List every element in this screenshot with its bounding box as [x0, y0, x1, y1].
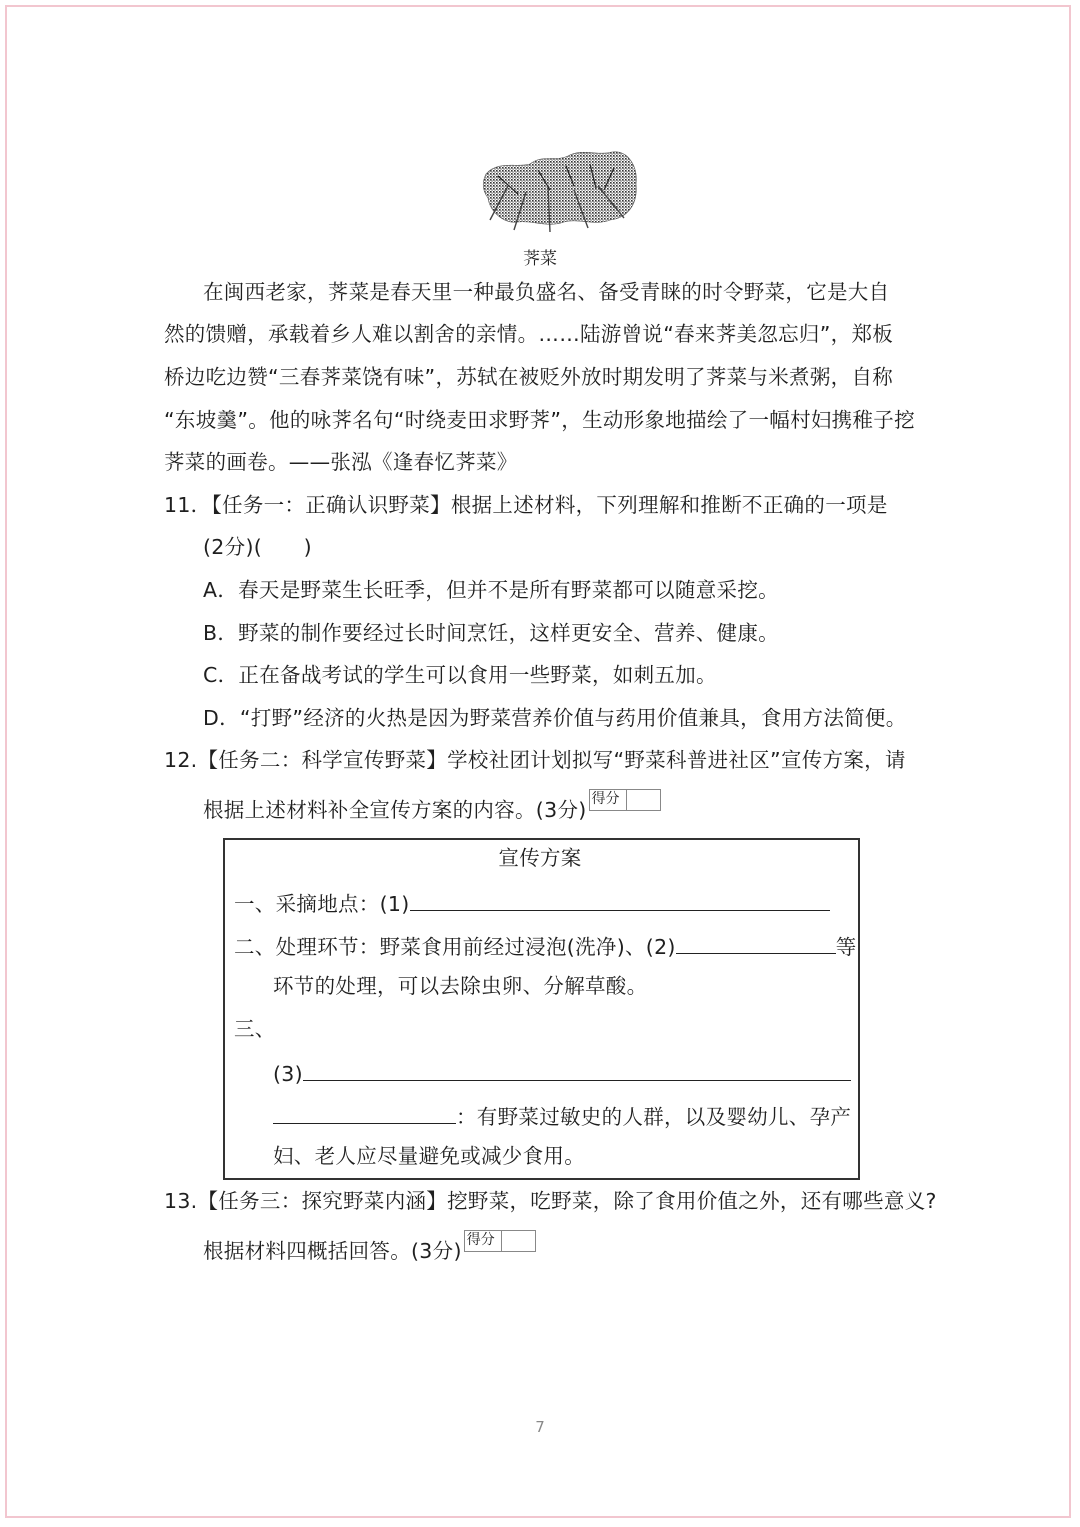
- page-number: 7: [535, 1418, 545, 1436]
- answer-blank-1[interactable]: [410, 886, 830, 911]
- answer-blank-3-continued[interactable]: [273, 1099, 456, 1124]
- plan-item-1-label: 一、采摘地点：(1): [234, 892, 410, 916]
- passage-line: “东坡羹”。他的咏荠名句“时绕麦田求野荠”，生动形象地描绘了一幅村妇携稚子挖: [164, 408, 915, 432]
- plan-item-3-text-line: [273, 1099, 851, 1132]
- illustration-caption: 荠菜: [523, 249, 557, 269]
- question-12-line2: [203, 791, 661, 825]
- score-label: 得分: [466, 1232, 495, 1248]
- plan-item-2: [234, 929, 857, 962]
- question-11-stem: 11．【任务一：正确认识野菜】根据上述材料，下列理解和推断不正确的一项是: [164, 493, 888, 517]
- question-12-stem: 12.【任务二：科学宣传野菜】学校社团计划拟写“野菜科普进社区”宣传方案，请: [164, 748, 906, 772]
- option-a: A．春天是野菜生长旺季，但并不是所有野菜都可以随意采挖。: [203, 578, 779, 602]
- question-13-instruction: 根据材料四概括回答。(3分): [203, 1239, 462, 1263]
- passage-line: 在闽西老家，荠菜是春天里一种最负盛名、备受青睐的时令野菜，它是大自: [203, 280, 890, 304]
- passage-line: 荠菜的画卷。——张泓《逢春忆荠菜》: [164, 450, 518, 474]
- plan-item-3-blank-line: [273, 1056, 851, 1089]
- score-box[interactable]: [589, 789, 661, 811]
- question-13-line2: [203, 1232, 536, 1266]
- answer-blank-2[interactable]: [676, 929, 836, 954]
- question-12-instruction: 根据上述材料补全宣传方案的内容。(3分): [203, 798, 587, 822]
- plan-item-3-text: ：有野菜过敏史的人群，以及婴幼儿、孕产: [456, 1105, 852, 1129]
- option-b: B．野菜的制作要经过长时间烹饪，这样更安全、营养、健康。: [203, 621, 779, 645]
- passage-line: 桥边吃边赞“三春荠菜饶有味”，苏轼在被贬外放时期发明了荠菜与米煮粥，自称: [164, 365, 894, 389]
- plan-item-3-number: (3): [273, 1062, 303, 1086]
- plan-item-2-end: 等: [835, 935, 857, 959]
- plan-title: 宣传方案: [498, 846, 582, 870]
- question-13-stem: 13.【任务三：探究野菜内涵】挖野菜，吃野菜，除了食用价值之外，还有哪些意义?: [164, 1189, 937, 1213]
- question-11-points: (2分)( ): [203, 535, 312, 559]
- option-c: C．正在备战考试的学生可以食用一些野菜，如刺五加。: [203, 663, 717, 687]
- shepherds-purse-illustration: [478, 146, 642, 238]
- score-label: 得分: [591, 791, 620, 807]
- plan-item-2-continued: 环节的处理，可以去除虫卵、分解草酸。: [273, 974, 648, 998]
- option-d: D．“打野”经济的火热是因为野菜营养价值与药用价值兼具，食用方法简便。: [203, 706, 907, 730]
- score-box[interactable]: [464, 1230, 536, 1252]
- passage-line: 然的馈赠，承载着乡人难以割舍的亲情。……陆游曾说“春来荠美忽忘归”，郑板: [164, 322, 894, 346]
- plan-item-1: [234, 886, 830, 919]
- answer-blank-3[interactable]: [303, 1056, 851, 1081]
- plan-item-3-label: 三、: [234, 1017, 276, 1041]
- plan-item-3-continued: 妇、老人应尽量避免或减少食用。: [273, 1144, 585, 1168]
- plan-item-2-label: 二、处理环节：野菜食用前经过浸泡(洗净)、(2): [234, 935, 676, 959]
